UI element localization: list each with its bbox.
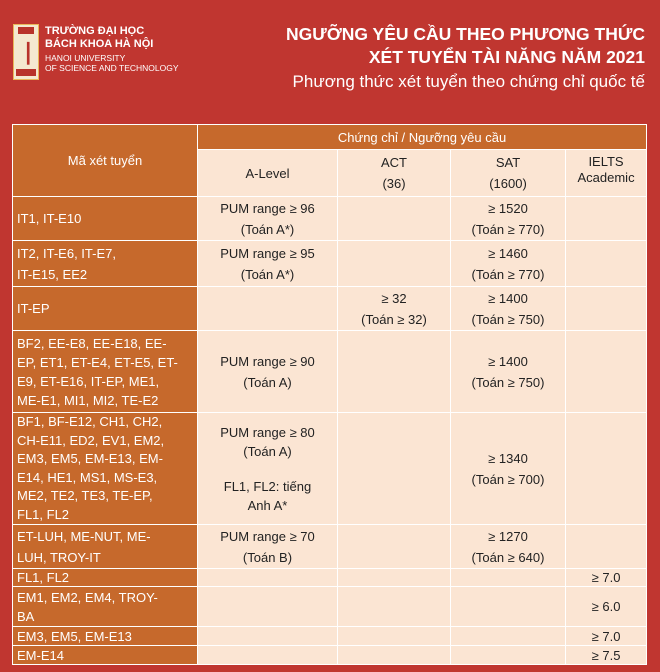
act-cell bbox=[338, 197, 451, 241]
logo-foot-icon bbox=[16, 69, 36, 76]
sat-line: (Toán ≥ 770) bbox=[471, 266, 545, 282]
alevel-line: (Toán A) bbox=[243, 443, 292, 459]
code-line: ME2, TE2, TE3, TE-EP, bbox=[17, 488, 153, 503]
ielts-cell bbox=[566, 241, 647, 287]
row-code bbox=[13, 331, 198, 413]
sat-line: ≥ 1460 bbox=[488, 245, 528, 261]
table-row bbox=[13, 587, 647, 627]
sat-cell bbox=[451, 525, 566, 569]
code-line: EM-E14 bbox=[17, 647, 64, 663]
alevel-line: (Toán B) bbox=[242, 549, 293, 565]
ielts-cell bbox=[566, 287, 647, 331]
act-cell bbox=[338, 331, 451, 413]
alevel-line: (Toán A*) bbox=[240, 221, 295, 237]
act-cell bbox=[338, 569, 451, 587]
sat-cell bbox=[451, 627, 566, 646]
row-code bbox=[13, 646, 198, 665]
row-code bbox=[13, 287, 198, 331]
code-line: IT-E15, EE2 bbox=[17, 266, 88, 282]
uni-name-en-2: OF SCIENCE AND TECHNOLOGY bbox=[45, 63, 179, 73]
sat-cell bbox=[451, 587, 566, 627]
ielts-cell: ≥ 6.0 bbox=[566, 587, 647, 627]
sat-line: (Toán ≥ 700) bbox=[471, 471, 545, 487]
alevel-cell bbox=[198, 331, 338, 413]
table-row bbox=[13, 197, 647, 241]
row-code bbox=[13, 627, 198, 646]
alevel-cell bbox=[198, 241, 338, 287]
sat-line: ≥ 1340 bbox=[488, 450, 528, 466]
ielts-cell bbox=[566, 197, 647, 241]
uni-name-vn-2: BÁCH KHOA HÀ NỘI bbox=[45, 38, 154, 50]
page-subtitle: Phương thức xét tuyển theo chứng chỉ quốc tế bbox=[292, 72, 645, 91]
code-line: EP, ET1, ET-E4, ET-E5, ET- bbox=[17, 354, 178, 370]
table-row bbox=[13, 627, 647, 646]
act-cell bbox=[338, 627, 451, 646]
act-cell bbox=[338, 241, 451, 287]
sat-cell bbox=[451, 197, 566, 241]
alevel-line: PUM range ≥ 95 bbox=[220, 245, 315, 261]
requirements-table bbox=[12, 124, 647, 665]
act-cell bbox=[338, 587, 451, 627]
uni-name-vn-1: TRƯỜNG ĐẠI HỌC bbox=[45, 25, 145, 37]
col-header-alevel: A-Level bbox=[198, 150, 338, 197]
sat-line: (Toán ≥ 770) bbox=[471, 221, 545, 237]
code-line: EM3, EM5, EM-E13 bbox=[17, 628, 132, 644]
sat-max: (1600) bbox=[489, 176, 527, 191]
alevel-cell bbox=[198, 287, 338, 331]
col-header-code: Mã xét tuyển bbox=[13, 125, 198, 197]
ielts-cell bbox=[566, 525, 647, 569]
alevel-line: (Toán A*) bbox=[240, 266, 295, 282]
alevel-spacer bbox=[202, 461, 333, 477]
sat-cell bbox=[451, 646, 566, 665]
act-cell bbox=[338, 525, 451, 569]
ielts-cell: ≥ 7.0 bbox=[566, 569, 647, 587]
logo-mark-icon: ❘ bbox=[19, 39, 38, 64]
sat-cell bbox=[451, 287, 566, 331]
university-name bbox=[45, 25, 179, 73]
act-cell bbox=[338, 287, 451, 331]
ielts-label-2: Academic bbox=[577, 170, 635, 185]
code-line: IT-EP bbox=[17, 301, 50, 316]
alevel-line: (Toán A) bbox=[243, 374, 292, 390]
code-line: ME-E1, MI1, MI2, TE-E2 bbox=[17, 392, 159, 408]
sat-line: (Toán ≥ 750) bbox=[471, 374, 545, 390]
alevel-cell bbox=[198, 627, 338, 646]
alevel-line: Anh A* bbox=[247, 497, 288, 513]
ielts-cell: ≥ 7.0 bbox=[566, 627, 647, 646]
sat-cell bbox=[451, 241, 566, 287]
row-code bbox=[13, 413, 198, 525]
code-line: ET-LUH, ME-NUT, ME- bbox=[17, 528, 151, 544]
sat-cell bbox=[451, 413, 566, 525]
code-line: FL1, FL2 bbox=[17, 570, 70, 585]
group-header: Chứng chỉ / Ngưỡng yêu cầu bbox=[198, 125, 647, 150]
ielts-label-1: IELTS bbox=[588, 154, 624, 169]
sat-cell bbox=[451, 331, 566, 413]
sat-line: ≥ 1520 bbox=[488, 200, 528, 216]
act-cell bbox=[338, 646, 451, 665]
act-max: (36) bbox=[382, 176, 406, 191]
alevel-cell bbox=[198, 587, 338, 627]
row-code bbox=[13, 197, 198, 241]
sat-line: ≥ 1270 bbox=[488, 528, 528, 544]
alevel-line: PUM range ≥ 90 bbox=[220, 353, 315, 369]
code-line: BA bbox=[17, 608, 35, 624]
code-line: LUH, TROY-IT bbox=[17, 549, 101, 565]
code-line: BF2, EE-E8, EE-E18, EE- bbox=[17, 335, 167, 351]
sat-line: ≥ 1400 bbox=[488, 290, 528, 306]
uni-name-en-1: HANOI UNIVERSITY bbox=[45, 53, 126, 63]
code-line: IT1, IT-E10 bbox=[17, 211, 82, 226]
table-row bbox=[13, 241, 647, 287]
table-row bbox=[13, 413, 647, 525]
row-code bbox=[13, 241, 198, 287]
table-row bbox=[13, 646, 647, 665]
page-title-line-1: NGƯỠNG YÊU CẦU THEO PHƯƠNG THỨC bbox=[286, 24, 645, 44]
table-row bbox=[13, 287, 647, 331]
ielts-cell bbox=[566, 331, 647, 413]
row-code bbox=[13, 525, 198, 569]
header bbox=[0, 0, 660, 118]
page-title-line-2: XÉT TUYỂN TÀI NĂNG NĂM 2021 bbox=[368, 47, 645, 67]
code-line: E9, ET-E16, IT-EP, ME1, bbox=[17, 373, 160, 389]
code-line: CH-E11, ED2, EV1, EM2, bbox=[17, 432, 165, 448]
alevel-cell bbox=[198, 646, 338, 665]
col-header-sat bbox=[451, 150, 566, 197]
act-line: ≥ 32 bbox=[381, 290, 407, 306]
alevel-cell bbox=[198, 525, 338, 569]
sat-label: SAT bbox=[495, 155, 521, 170]
code-line: EM3, EM5, EM-E13, EM- bbox=[17, 451, 163, 466]
alevel-cell bbox=[198, 197, 338, 241]
alevel-cell bbox=[198, 569, 338, 587]
sat-line: ≥ 1400 bbox=[488, 353, 528, 369]
code-line: IT2, IT-E6, IT-E7, bbox=[17, 245, 116, 261]
act-cell bbox=[338, 413, 451, 525]
alevel-line: PUM range ≥ 70 bbox=[220, 528, 315, 544]
alevel-line: FL1, FL2: tiếng bbox=[223, 478, 312, 494]
code-line: EM1, EM2, EM4, TROY- bbox=[17, 589, 158, 605]
col-header-act bbox=[338, 150, 451, 197]
code-line: E14, HE1, MS1, MS-E3, bbox=[17, 469, 158, 485]
alevel-line: PUM range ≥ 80 bbox=[220, 424, 315, 440]
code-line: FL1, FL2 bbox=[17, 506, 70, 522]
sat-line: (Toán ≥ 640) bbox=[471, 549, 545, 565]
alevel-line: PUM range ≥ 96 bbox=[220, 200, 315, 216]
table-row bbox=[13, 525, 647, 569]
logo-seal-icon bbox=[18, 27, 34, 34]
table-row bbox=[13, 331, 647, 413]
sat-cell bbox=[451, 569, 566, 587]
university-logo bbox=[13, 24, 39, 80]
sat-line: (Toán ≥ 750) bbox=[471, 311, 545, 327]
alevel-cell bbox=[198, 413, 338, 525]
ielts-cell bbox=[566, 413, 647, 525]
row-code bbox=[13, 587, 198, 627]
col-header-ielts bbox=[566, 150, 647, 197]
act-line: (Toán ≥ 32) bbox=[361, 311, 427, 327]
row-code bbox=[13, 569, 198, 587]
table-row bbox=[13, 569, 647, 587]
act-label: ACT bbox=[381, 155, 407, 170]
code-line: BF1, BF-E12, CH1, CH2, bbox=[17, 414, 163, 429]
ielts-cell: ≥ 7.5 bbox=[566, 646, 647, 665]
